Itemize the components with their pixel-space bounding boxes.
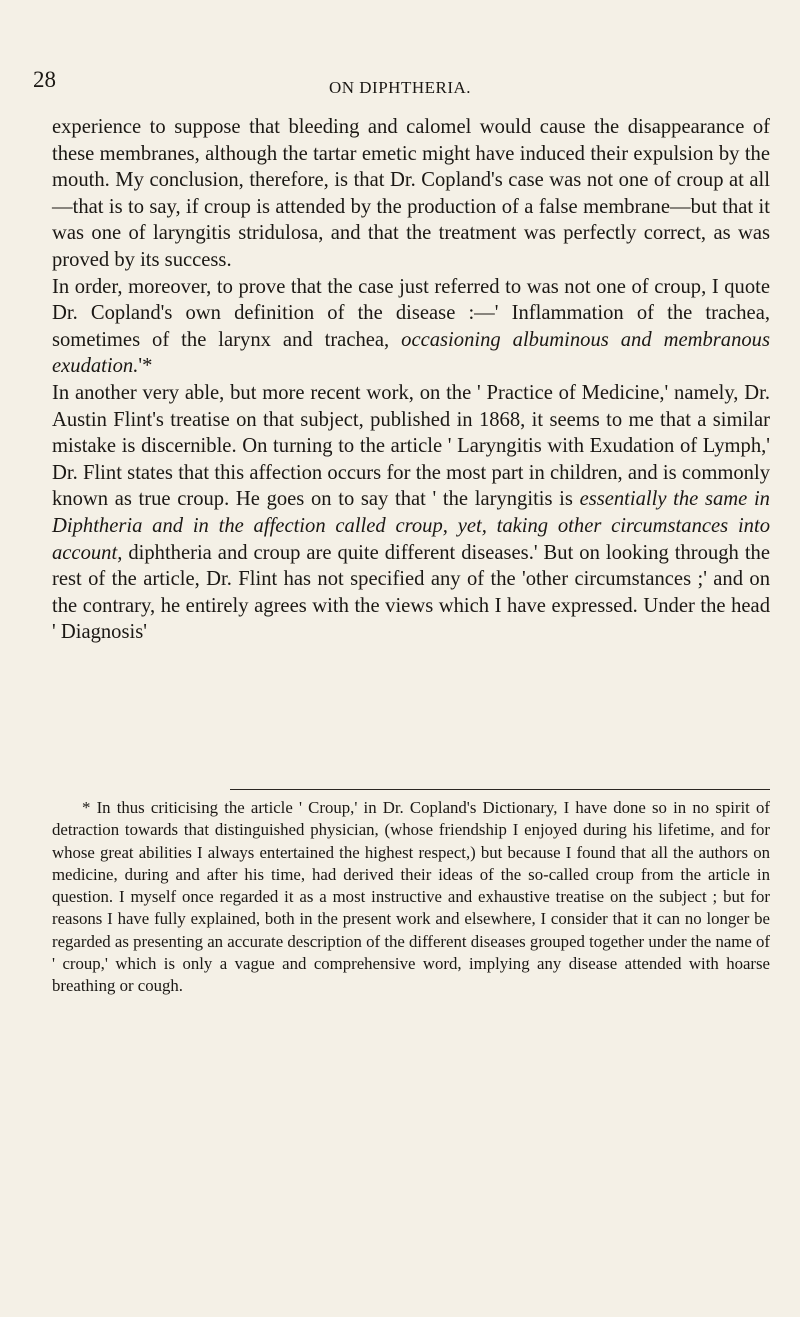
- paragraph-3-tail: diphtheria and croup are quite different diseases.' But on looking through the rest of the article, Dr. Flint has not specified any of the 'other circumstances ;' and on the contrary, he entirely agrees with the views which I have expressed. Under the head ' Diagnosis': [52, 541, 770, 644]
- page-number: 28: [33, 67, 56, 92]
- paragraph-3: [52, 380, 770, 646]
- paragraph-2-lead: In order, moreover, to prove that the case just referred to was not one of croup, I quote Dr. Copland's own definition of the disease :—' Inflammation of the trachea, sometimes of the larynx and trachea,: [52, 275, 770, 351]
- running-title: ON DIPHTHERIA.: [328, 78, 472, 97]
- page-header: [0, 66, 800, 106]
- footnote: [52, 797, 770, 998]
- body-text: [52, 114, 770, 646]
- footnote-rule: [230, 789, 770, 790]
- paragraph-1: experience to suppose that bleeding and calomel would cause the disappearance of these membranes, although the tartar emetic might have induced their expulsion by the mouth. My conclusion, therefore, is that Dr. Copland's case was not one of croup at all—that is to say, if croup is attended by the production of a false membrane—but that it was one of laryngitis stridulosa, and that the treatment was perfectly correct, as was proved by its success.: [52, 116, 770, 271]
- footnote-text: * In thus criticising the article ' Croup,' in Dr. Copland's Dictionary, I have done so in no spirit of detraction towards that distinguished physician, (whose friendship I enjoyed during his lifetime, and for whose great abilities I always entertained the highest respect,) but because I found that all the authors on medicine, during and after his time, had derived their ideas of the so-called croup from the article in question. I myself once regarded it as a most instructive and exhaustive treatise on the subject ; but for reasons I have fully explained, both in the present work and elsewhere, I consider that it can no longer be regarded as presenting an accurate description of the different diseases grouped together under the name of ' croup,' which is only a vague and comprehensive word, implying any disease attended with hoarse breathing or cough.: [52, 798, 770, 996]
- paragraph-3-lead: In another very able, but more recent work, on the ' Practice of Medicine,' namely, Dr. Austin Flint's treatise on that subject, published in 1868, it seems to me that a similar mistake is discernible. On turning to the article ' Laryngitis with Exudation of Lymph,' Dr. Flint states that this affection occurs for the most part in children, and is commonly known as true croup. He goes on to say that ' the laryngitis is: [52, 381, 770, 511]
- paragraph-2-italic: occasioning albuminous and membranous exudation.: [52, 328, 770, 378]
- paragraph-2-tail: '*: [138, 355, 153, 378]
- paragraph-3-italic: essentially the same in Diphtheria and in the affection called croup, yet, taking other circumstances into account,: [52, 488, 770, 564]
- paragraph-2: [52, 274, 770, 380]
